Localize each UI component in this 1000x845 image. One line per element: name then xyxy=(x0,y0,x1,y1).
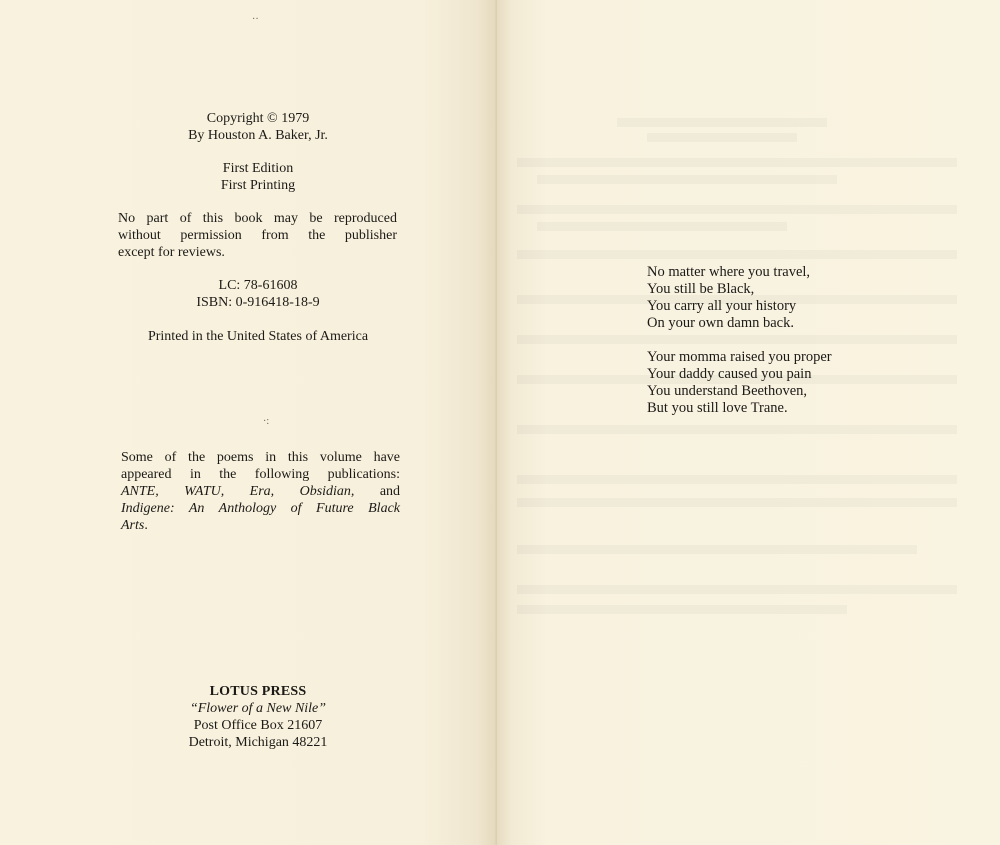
ack-line: Some of the poems in this volume have xyxy=(121,450,400,465)
poem-stanza-1 xyxy=(647,264,810,332)
page-mark: ·: xyxy=(263,416,270,427)
poem-line: But you still love Trane. xyxy=(647,400,788,416)
edition-line: First Edition xyxy=(222,161,294,176)
poem-stanza-2 xyxy=(647,349,832,417)
publication-title: Obsidian, xyxy=(299,484,355,499)
poem-line: Your momma raised you proper xyxy=(647,349,832,365)
right-page xyxy=(497,0,1000,845)
ack-publications xyxy=(121,483,400,500)
publication-title: ANTE, xyxy=(121,484,159,499)
isbn-number: ISBN: 0-916418-18-9 xyxy=(196,295,320,310)
poem-line: No matter where you travel, xyxy=(647,264,811,280)
poem-line: Your daddy caused you pain xyxy=(647,366,812,382)
publisher-block xyxy=(150,683,366,751)
copyright-line: Copyright © 1979 xyxy=(206,111,310,126)
anthology-title-end: Arts xyxy=(121,518,145,533)
catalog-codes xyxy=(150,277,366,311)
poem-line: You still be Black, xyxy=(647,281,755,297)
author-line: By Houston A. Baker, Jr. xyxy=(188,128,328,143)
ack-period: . xyxy=(144,518,148,533)
rights-line: No part of this book may be reproduced xyxy=(118,211,397,226)
edition-block xyxy=(150,160,366,194)
copyright-block xyxy=(150,110,366,144)
ack-line: appeared in the following publications: xyxy=(121,467,400,482)
printed-in: Printed in the United States of America xyxy=(147,329,369,344)
page-mark: ·· xyxy=(252,14,259,25)
ack-and: and xyxy=(379,484,401,499)
publisher-address: Post Office Box 21607 xyxy=(193,718,323,733)
ack-last-line xyxy=(121,517,400,534)
poem-line: On your own damn back. xyxy=(647,315,794,331)
publisher-city: Detroit, Michigan 48221 xyxy=(188,735,328,750)
rights-notice xyxy=(118,210,397,261)
publication-title: WATU, xyxy=(184,484,225,499)
anthology-title: Indigene: An Anthology of Future Black xyxy=(121,501,400,516)
printing-line: First Printing xyxy=(220,178,296,193)
rights-line: except for reviews. xyxy=(118,245,225,260)
left-page xyxy=(0,0,497,845)
acknowledgment xyxy=(121,449,400,534)
publisher-motto: “Flower of a New Nile” xyxy=(189,701,327,716)
poem-line: You understand Beethoven, xyxy=(647,383,808,399)
publisher-name: LOTUS PRESS xyxy=(209,684,307,699)
poem-line: You carry all your history xyxy=(647,298,797,314)
lc-number: LC: 78-61608 xyxy=(218,278,298,293)
rights-line: without permission from the publisher xyxy=(118,228,397,243)
publication-title: Era, xyxy=(249,484,275,499)
